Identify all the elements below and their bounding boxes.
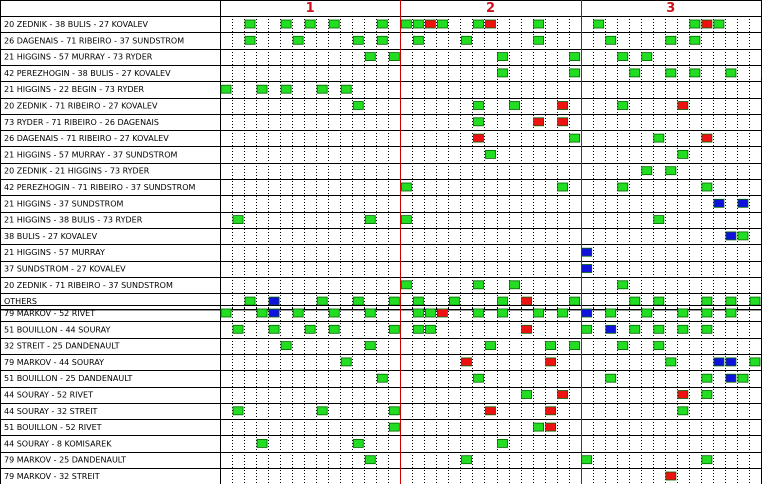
shift-mark-green bbox=[389, 53, 399, 61]
shift-mark-green bbox=[510, 281, 520, 289]
shift-mark-green bbox=[702, 391, 712, 399]
shift-mark-green bbox=[594, 20, 604, 28]
shift-mark-red bbox=[546, 423, 556, 431]
shift-mark-red bbox=[558, 118, 568, 126]
shift-mark-green bbox=[570, 69, 580, 77]
row-label: OTHERS bbox=[4, 297, 37, 307]
shift-mark-green bbox=[702, 297, 712, 305]
shift-mark-green bbox=[401, 281, 411, 289]
shift-mark-green bbox=[666, 69, 676, 77]
shift-mark-green bbox=[245, 20, 255, 28]
shift-mark-green bbox=[534, 423, 544, 431]
shift-mark-green bbox=[618, 342, 628, 350]
shift-mark-red bbox=[666, 472, 676, 480]
row-label: 38 BULIS - 27 KOVALEV bbox=[4, 231, 98, 241]
row-label: 79 MARKOV - 32 STREIT bbox=[4, 472, 100, 481]
row-label: 42 PEREZHOGIN - 38 BULIS - 27 KOVALEV bbox=[4, 68, 171, 78]
shift-mark-green bbox=[498, 69, 508, 77]
row-label: 26 DAGENAIS - 71 RIBEIRO - 27 KOVALEV bbox=[4, 134, 169, 144]
shift-mark-green bbox=[257, 439, 267, 447]
row-label: 44 SOURAY - 32 STREIT bbox=[4, 406, 98, 416]
row-label: 21 HIGGINS - 57 MURRAY - 37 SUNDSTROM bbox=[4, 150, 178, 160]
shift-mark-green bbox=[461, 36, 471, 44]
shift-mark-green bbox=[281, 85, 291, 93]
shift-mark-green bbox=[341, 85, 351, 93]
shift-mark-green bbox=[702, 456, 712, 464]
shift-mark-blue bbox=[269, 297, 279, 305]
shift-mark-green bbox=[365, 309, 375, 317]
shift-mark-green bbox=[738, 232, 748, 240]
shift-mark-green bbox=[678, 150, 688, 158]
shift-mark-green bbox=[353, 36, 363, 44]
shift-mark-green bbox=[281, 342, 291, 350]
shift-mark-green bbox=[425, 309, 435, 317]
shift-mark-blue bbox=[606, 325, 616, 333]
row-label: 44 SOURAY - 8 KOMISAREK bbox=[4, 439, 112, 449]
row-label: 51 BOUILLON - 25 DANDENAULT bbox=[4, 374, 133, 384]
shift-mark-green bbox=[498, 53, 508, 61]
shift-mark-blue bbox=[738, 199, 748, 207]
shift-mark-green bbox=[642, 167, 652, 175]
shift-mark-green bbox=[570, 297, 580, 305]
shift-mark-green bbox=[654, 134, 664, 142]
shift-mark-green bbox=[690, 69, 700, 77]
shift-mark-red bbox=[678, 102, 688, 110]
shift-mark-red bbox=[546, 358, 556, 366]
shift-mark-green bbox=[233, 216, 243, 224]
shift-mark-green bbox=[546, 342, 556, 350]
shift-mark-green bbox=[702, 309, 712, 317]
row-label: 51 BOUILLON - 52 RIVET bbox=[4, 423, 102, 433]
shift-mark-red bbox=[485, 20, 495, 28]
period-label-2: 2 bbox=[485, 1, 496, 16]
shift-mark-green bbox=[389, 407, 399, 415]
shift-mark-green bbox=[690, 20, 700, 28]
shift-mark-green bbox=[642, 309, 652, 317]
shift-mark-green bbox=[702, 325, 712, 333]
shift-mark-green bbox=[678, 325, 688, 333]
shift-mark-blue bbox=[726, 232, 736, 240]
shift-mark-green bbox=[233, 407, 243, 415]
shift-mark-green bbox=[618, 183, 628, 191]
shift-mark-green bbox=[534, 309, 544, 317]
shift-mark-green bbox=[473, 102, 483, 110]
shift-mark-red bbox=[522, 297, 532, 305]
shift-mark-green bbox=[353, 439, 363, 447]
row-label: 73 RYDER - 71 RIBEIRO - 26 DAGENAIS bbox=[4, 117, 159, 127]
shift-mark-green bbox=[473, 20, 483, 28]
shift-mark-green bbox=[485, 150, 495, 158]
shift-mark-green bbox=[582, 456, 592, 464]
shift-mark-green bbox=[413, 309, 423, 317]
shift-mark-green bbox=[473, 118, 483, 126]
shift-mark-red bbox=[437, 309, 447, 317]
shift-mark-green bbox=[449, 297, 459, 305]
shift-mark-green bbox=[570, 134, 580, 142]
period-label-3: 3 bbox=[666, 1, 676, 16]
shift-mark-green bbox=[413, 297, 423, 305]
shift-mark-green bbox=[654, 297, 664, 305]
row-label: 37 SUNDSTROM - 27 KOVALEV bbox=[4, 264, 126, 274]
row-label: 20 ZEDNIK - 71 RIBEIRO - 27 KOVALEV bbox=[4, 101, 158, 111]
row-label: 21 HIGGINS - 38 BULIS - 73 RYDER bbox=[4, 215, 143, 225]
shift-mark-green bbox=[642, 53, 652, 61]
shift-mark-green bbox=[305, 325, 315, 333]
shift-mark-green bbox=[702, 374, 712, 382]
shift-mark-green bbox=[473, 309, 483, 317]
shift-mark-green bbox=[365, 216, 375, 224]
shift-mark-green bbox=[618, 102, 628, 110]
row-label: 51 BOUILLON - 44 SOURAY bbox=[4, 325, 111, 335]
shift-mark-green bbox=[678, 309, 688, 317]
shift-mark-green bbox=[305, 20, 315, 28]
shift-mark-green bbox=[233, 325, 243, 333]
shift-mark-red bbox=[558, 102, 568, 110]
shift-mark-green bbox=[654, 342, 664, 350]
shift-mark-green bbox=[473, 374, 483, 382]
row-label: 44 SOURAY - 52 RIVET bbox=[4, 390, 93, 400]
shift-mark-green bbox=[413, 20, 423, 28]
row-label: 20 ZEDNIK - 21 HIGGINS - 73 RYDER bbox=[4, 166, 150, 176]
shift-mark-green bbox=[570, 342, 580, 350]
shift-mark-green bbox=[317, 85, 327, 93]
shift-mark-green bbox=[413, 36, 423, 44]
shift-mark-green bbox=[353, 297, 363, 305]
shift-mark-green bbox=[606, 374, 616, 382]
shift-mark-green bbox=[269, 325, 279, 333]
shift-mark-green bbox=[257, 309, 267, 317]
shift-mark-green bbox=[666, 36, 676, 44]
shift-mark-green bbox=[618, 53, 628, 61]
shift-mark-green bbox=[365, 456, 375, 464]
shift-mark-green bbox=[750, 358, 760, 366]
shift-mark-green bbox=[510, 102, 520, 110]
shift-mark-blue bbox=[714, 199, 724, 207]
shift-mark-green bbox=[558, 309, 568, 317]
shift-mark-green bbox=[401, 20, 411, 28]
shift-mark-red bbox=[534, 118, 544, 126]
shift-mark-green bbox=[221, 309, 231, 317]
shift-mark-green bbox=[714, 20, 724, 28]
shift-mark-blue bbox=[582, 248, 592, 256]
shift-mark-blue bbox=[582, 309, 592, 317]
shift-mark-green bbox=[750, 297, 760, 305]
shift-mark-green bbox=[738, 374, 748, 382]
shift-mark-green bbox=[522, 391, 532, 399]
shift-mark-green bbox=[630, 325, 640, 333]
shift-mark-green bbox=[726, 297, 736, 305]
shift-mark-green bbox=[365, 53, 375, 61]
shift-mark-green bbox=[377, 374, 387, 382]
row-label: 32 STREIT - 25 DANDENAULT bbox=[4, 341, 120, 351]
shift-mark-red bbox=[702, 20, 712, 28]
shift-mark-green bbox=[678, 407, 688, 415]
shift-mark-green bbox=[281, 20, 291, 28]
shift-mark-green bbox=[389, 297, 399, 305]
shift-mark-green bbox=[425, 325, 435, 333]
row-label: 21 HIGGINS - 37 SUNDSTROM bbox=[4, 199, 124, 209]
row-label: 79 MARKOV - 52 RIVET bbox=[4, 309, 96, 318]
shift-mark-red bbox=[485, 407, 495, 415]
shift-mark-green bbox=[389, 325, 399, 333]
shift-mark-red bbox=[473, 134, 483, 142]
shift-mark-green bbox=[389, 423, 399, 431]
shift-mark-green bbox=[329, 325, 339, 333]
shift-mark-green bbox=[654, 325, 664, 333]
shift-mark-green bbox=[329, 20, 339, 28]
shift-mark-green bbox=[498, 297, 508, 305]
shift-mark-green bbox=[245, 36, 255, 44]
shift-mark-green bbox=[534, 36, 544, 44]
shift-mark-green bbox=[329, 309, 339, 317]
shift-mark-green bbox=[473, 281, 483, 289]
shift-mark-green bbox=[582, 325, 592, 333]
shift-mark-green bbox=[245, 297, 255, 305]
shift-mark-green bbox=[377, 36, 387, 44]
shift-mark-green bbox=[534, 20, 544, 28]
row-label: 20 ZEDNIK - 71 RIBEIRO - 37 SUNDSTROM bbox=[4, 280, 173, 290]
shift-mark-green bbox=[726, 69, 736, 77]
shift-mark-green bbox=[666, 167, 676, 175]
shift-mark-green bbox=[437, 20, 447, 28]
shift-mark-green bbox=[498, 309, 508, 317]
shift-mark-green bbox=[726, 309, 736, 317]
shift-mark-green bbox=[630, 69, 640, 77]
shift-mark-red bbox=[461, 358, 471, 366]
shift-mark-green bbox=[293, 36, 303, 44]
shift-mark-green bbox=[570, 53, 580, 61]
shift-mark-blue bbox=[269, 309, 279, 317]
shift-mark-green bbox=[558, 183, 568, 191]
shift-mark-green bbox=[606, 36, 616, 44]
shift-mark-blue bbox=[714, 358, 724, 366]
row-label: 79 MARKOV - 25 DANDENAULT bbox=[4, 455, 127, 465]
shift-mark-green bbox=[257, 85, 267, 93]
shift-mark-green bbox=[702, 183, 712, 191]
shift-mark-green bbox=[293, 309, 303, 317]
shift-mark-red bbox=[702, 134, 712, 142]
shift-mark-red bbox=[425, 20, 435, 28]
shift-mark-green bbox=[413, 325, 423, 333]
shift-mark-green bbox=[606, 309, 616, 317]
shift-mark-blue bbox=[726, 358, 736, 366]
shift-mark-green bbox=[365, 342, 375, 350]
shift-mark-green bbox=[618, 281, 628, 289]
row-label: 20 ZEDNIK - 38 BULIS - 27 KOVALEV bbox=[4, 20, 149, 29]
row-label: 79 MARKOV - 44 SOURAY bbox=[4, 357, 104, 367]
shift-mark-green bbox=[353, 102, 363, 110]
shift-mark-green bbox=[317, 297, 327, 305]
shift-mark-red bbox=[678, 391, 688, 399]
shift-mark-green bbox=[221, 85, 231, 93]
shift-mark-green bbox=[401, 183, 411, 191]
row-label: 21 HIGGINS - 57 MURRAY bbox=[4, 248, 105, 258]
shift-mark-red bbox=[522, 325, 532, 333]
shift-mark-blue bbox=[582, 265, 592, 273]
row-label: 42 PEREZHOGIN - 71 RIBEIRO - 37 SUNDSTROM bbox=[4, 183, 196, 192]
shift-mark-green bbox=[401, 216, 411, 224]
shift-mark-green bbox=[341, 358, 351, 366]
shift-mark-red bbox=[546, 407, 556, 415]
shift-mark-green bbox=[485, 342, 495, 350]
shift-mark-red bbox=[558, 391, 568, 399]
shift-mark-green bbox=[317, 407, 327, 415]
shift-mark-green bbox=[630, 297, 640, 305]
shift-mark-blue bbox=[726, 374, 736, 382]
shift-mark-green bbox=[690, 36, 700, 44]
shift-mark-green bbox=[498, 439, 508, 447]
row-label: 21 HIGGINS - 22 BEGIN - 73 RYDER bbox=[4, 85, 145, 95]
row-label: 26 DAGENAIS - 71 RIBEIRO - 37 SUNDSTROM bbox=[4, 36, 185, 46]
period-label-1: 1 bbox=[305, 1, 315, 16]
shift-mark-green bbox=[666, 358, 676, 366]
shift-mark-green bbox=[654, 216, 664, 224]
row-label: 21 HIGGINS - 57 MURRAY - 73 RYDER bbox=[4, 52, 153, 62]
shift-mark-green bbox=[377, 20, 387, 28]
shift-mark-green bbox=[461, 456, 471, 464]
